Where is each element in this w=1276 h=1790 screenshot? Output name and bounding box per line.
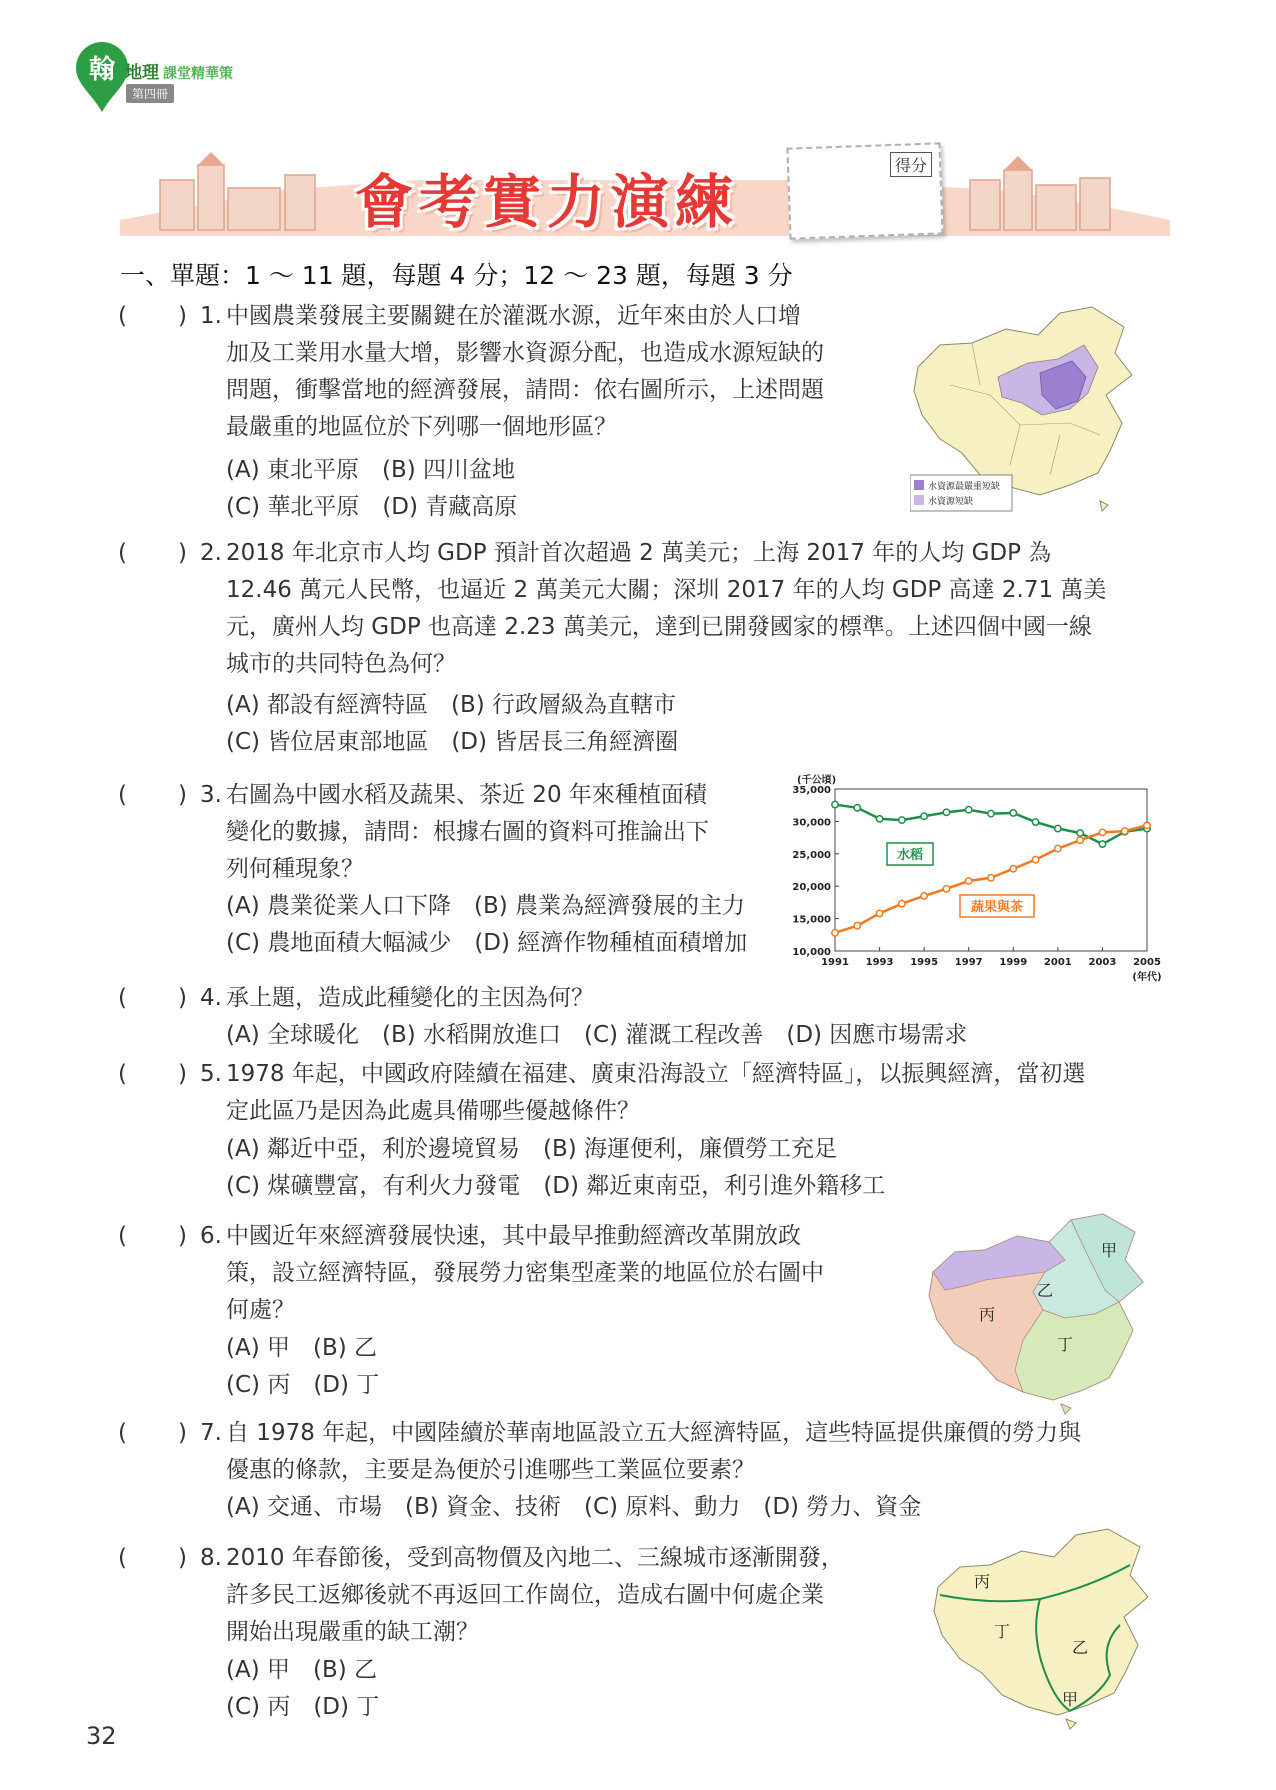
question-line: 開始出現嚴重的缺工潮？ (226, 1619, 479, 1645)
data-point (943, 809, 949, 815)
question-1-options (226, 452, 517, 526)
data-point (988, 810, 994, 816)
answer-blank-6[interactable]: ( (118, 1223, 127, 1249)
answer-blank-3-close: ) (178, 782, 187, 808)
x-tick-label: 1997 (954, 957, 983, 968)
y-tick-label: 20,000 (792, 882, 831, 894)
map3-label-ding: 丁 (993, 1622, 1011, 1641)
data-point (1010, 866, 1016, 872)
data-point (966, 807, 972, 813)
book-name: 課堂精華策 (163, 66, 233, 82)
answer-blank-4-close: ) (178, 985, 187, 1011)
data-point (988, 875, 994, 881)
question-number: 7. (200, 1420, 222, 1446)
china-water-shortage-map (910, 305, 1140, 515)
map3-label-yi: 乙 (1071, 1638, 1089, 1657)
question-number: 2. (200, 540, 222, 566)
question-line: 2018 年北京市人均 GDP 預計首次超過 2 萬美元；上海 2017 年的人均 GDP 為 (226, 540, 1052, 566)
option-line[interactable]: (A) 東北平原 (B) 四川盆地 (226, 457, 516, 483)
y-tick-label: 10,000 (792, 947, 831, 958)
data-point (1032, 856, 1038, 862)
question-line: 中國農業發展主要關鍵在於灌溉水源，近年來由於人口增 (226, 303, 801, 329)
x-tick-label: 1993 (865, 957, 894, 968)
option-line[interactable]: (C) 皆位居東部地區 (D) 皆居長三角經濟圈 (226, 729, 679, 755)
question-line: 2010 年春節後，受到高物價及內地二、三線城市逐漸開發， (226, 1545, 844, 1571)
option-line[interactable]: (C) 煤礦豐富，有利火力發電 (D) 鄰近東南亞，利引進外籍移工 (226, 1173, 886, 1199)
answer-blank-1-close: ) (178, 303, 187, 329)
china-region-map-q6 (925, 1210, 1150, 1415)
option-line[interactable]: (A) 交通、市場 (B) 資金、技術 (C) 原料、動力 (D) 勞力、資金 (226, 1494, 922, 1520)
data-point (1099, 841, 1105, 847)
publisher-logo (72, 42, 132, 114)
answer-blank-4[interactable]: ( (118, 985, 127, 1011)
data-point (1055, 845, 1061, 851)
question-number: 5. (200, 1061, 222, 1087)
data-point (876, 910, 882, 916)
map2-label-bing: 丙 (978, 1305, 996, 1324)
legend-shortage: 水資源短缺 (928, 497, 974, 507)
data-point (921, 813, 927, 819)
option-line[interactable]: (A) 農業從業人口下降 (B) 農業為經濟發展的主力 (226, 893, 746, 919)
question-line: 右圖為中國水稻及蔬果、茶近 20 年來種植面積 (226, 782, 707, 808)
question-line: 城市的共同特色為何？ (226, 651, 456, 677)
x-tick-label: 2005 (1133, 957, 1161, 968)
answer-blank-1[interactable]: ( (118, 303, 127, 329)
option-line[interactable]: (A) 鄰近中亞，利於邊境貿易 (B) 海運便利，廉價勞工充足 (226, 1136, 838, 1162)
question-6-options (226, 1330, 379, 1404)
data-point (1032, 819, 1038, 825)
answer-blank-8-close: ) (178, 1545, 187, 1571)
section-title: 一、單題：1 ～ 11 題，每題 4 分；12 ～ 23 題，每題 3 分 (120, 261, 793, 290)
answer-blank-5-close: ) (178, 1061, 187, 1087)
question-line: 承上題，造成此種變化的主因為何？ (226, 985, 594, 1011)
question-line: 元，廣州人均 GDP 也高達 2.23 萬美元，達到已開發國家的標準。上述四個中國一線 (226, 614, 1092, 640)
question-4-text (226, 980, 594, 1017)
y-tick-label: 30,000 (792, 817, 831, 829)
question-line: 最嚴重的地區位於下列哪一個地形區？ (226, 414, 617, 440)
book-brand (125, 58, 233, 83)
question-5-text (226, 1056, 1085, 1130)
question-line: 何處？ (226, 1297, 295, 1323)
question-line: 定此區乃是因為此處具備哪些優越條件？ (226, 1098, 640, 1124)
question-number: 4. (200, 985, 222, 1011)
question-7-options (226, 1489, 921, 1526)
banner-title: 會考實力演練 (355, 168, 740, 236)
question-line: 加及工業用水量大增，影響水資源分配，也造成水源短缺的 (226, 340, 824, 366)
map2-label-yi: 乙 (1036, 1281, 1054, 1300)
option-line[interactable]: (A) 全球暖化 (B) 水稻開放進口 (C) 灌溉工程改善 (D) 因應市場需求 (226, 1022, 968, 1048)
x-tick-label: 2003 (1088, 957, 1117, 968)
question-7-text (226, 1415, 1081, 1489)
x-tick-label: 2001 (1043, 957, 1072, 968)
y-tick-label: 15,000 (792, 914, 831, 926)
question-number: 3. (200, 782, 222, 808)
question-1-text (226, 298, 824, 446)
chart-y-label: (千公頃) (797, 775, 837, 786)
answer-blank-2-close: ) (178, 540, 187, 566)
option-line[interactable]: (C) 丙 (D) 丁 (226, 1372, 380, 1398)
crop-area-chart (785, 773, 1165, 983)
question-line: 問題，衝擊當地的經濟發展，請問：依右圖所示，上述問題 (226, 377, 824, 403)
x-tick-label: 1995 (910, 957, 939, 968)
question-5-options (226, 1131, 885, 1205)
option-line[interactable]: (A) 甲 (B) 乙 (226, 1335, 378, 1361)
question-line: 自 1978 年起，中國陸續於華南地區設立五大經濟特區，這些特區提供廉價的勞力與 (226, 1420, 1082, 1446)
y-tick-label: 25,000 (792, 849, 831, 861)
data-point (832, 801, 838, 807)
answer-blank-5[interactable]: ( (118, 1061, 127, 1087)
answer-blank-8[interactable]: ( (118, 1545, 127, 1571)
question-3-options (226, 888, 747, 962)
answer-blank-7[interactable]: ( (118, 1420, 127, 1446)
answer-blank-7-close: ) (178, 1420, 187, 1446)
question-8-text (226, 1540, 844, 1651)
question-line: 許多民工返鄉後就不再返回工作崗位，造成右圖中何處企業 (226, 1582, 824, 1608)
question-line: 12.46 萬元人民幣，也逼近 2 萬美元大關；深圳 2017 年的人均 GDP 高達 2.71 萬美 (226, 577, 1107, 603)
data-point (1122, 828, 1128, 834)
legend-severe-shortage: 水資源最嚴重短缺 (928, 482, 1001, 492)
question-line: 1978 年起，中國政府陸續在福建、廣東沿海設立「經濟特區」，以振興經濟，當初選 (226, 1061, 1086, 1087)
data-point (966, 878, 972, 884)
data-point (854, 923, 860, 929)
data-point (1099, 829, 1105, 835)
answer-blank-3[interactable]: ( (118, 782, 127, 808)
question-2-text (226, 535, 1106, 683)
logo-char: 翰 (88, 55, 116, 85)
data-point (832, 930, 838, 936)
data-point (876, 816, 882, 822)
map2-label-ding: 丁 (1056, 1335, 1074, 1354)
map3-label-jia: 甲 (1061, 1690, 1079, 1709)
data-point (1055, 825, 1061, 831)
chart-x-label: (年代) (1132, 972, 1162, 983)
series-label-rice: 水稻 (896, 848, 924, 863)
question-number: 6. (200, 1223, 222, 1249)
data-point (1077, 837, 1083, 843)
china-region-map-q8 (930, 1525, 1155, 1730)
data-point (1010, 810, 1016, 816)
question-number: 8. (200, 1545, 222, 1571)
data-point (899, 900, 905, 906)
x-tick-label: 1999 (999, 957, 1028, 968)
question-line: 優惠的條款，主要是為便於引進哪些工業區位要素？ (226, 1457, 755, 1483)
option-line[interactable]: (C) 華北平原 (D) 青藏高原 (226, 494, 518, 520)
data-point (921, 893, 927, 899)
volume-badge: 第四冊 (126, 84, 174, 103)
question-6-text (226, 1218, 824, 1329)
data-point (1077, 830, 1083, 836)
map2-label-jia: 甲 (1100, 1241, 1118, 1260)
option-line[interactable]: (C) 農地面積大幅減少 (D) 經濟作物種植面積增加 (226, 930, 748, 956)
question-line: 列何種現象？ (226, 856, 364, 882)
option-line[interactable]: (C) 丙 (D) 丁 (226, 1694, 380, 1720)
data-point (943, 886, 949, 892)
map3-label-bing: 丙 (973, 1572, 991, 1591)
data-point (854, 805, 860, 811)
question-number: 1. (200, 303, 222, 329)
question-2-options (226, 687, 678, 761)
question-line: 中國近年來經濟發展快速，其中最早推動經濟改革開放政 (226, 1223, 801, 1249)
y-tick-label: 35,000 (792, 785, 831, 796)
page-number: 32 (86, 1722, 117, 1750)
answer-blank-6-close: ) (178, 1223, 187, 1249)
question-8-options (226, 1652, 379, 1726)
question-4-options (226, 1017, 967, 1054)
question-3-text (226, 777, 709, 888)
question-line: 變化的數據，請問：根據右圖的資料可推論出下 (226, 819, 709, 845)
data-point (1144, 822, 1150, 828)
data-point (899, 817, 905, 823)
series-label-veg-tea: 蔬果與茶 (970, 900, 1024, 915)
answer-blank-2[interactable]: ( (118, 540, 127, 566)
score-label: 得分 (890, 152, 932, 177)
x-tick-label: 1991 (821, 957, 849, 968)
option-line[interactable]: (A) 甲 (B) 乙 (226, 1657, 378, 1683)
subject-name: 地理 (125, 63, 159, 83)
question-line: 策，設立經濟特區，發展勞力密集型產業的地區位於右圖中 (226, 1260, 824, 1286)
option-line[interactable]: (A) 都設有經濟特區 (B) 行政層級為直轄市 (226, 692, 677, 718)
